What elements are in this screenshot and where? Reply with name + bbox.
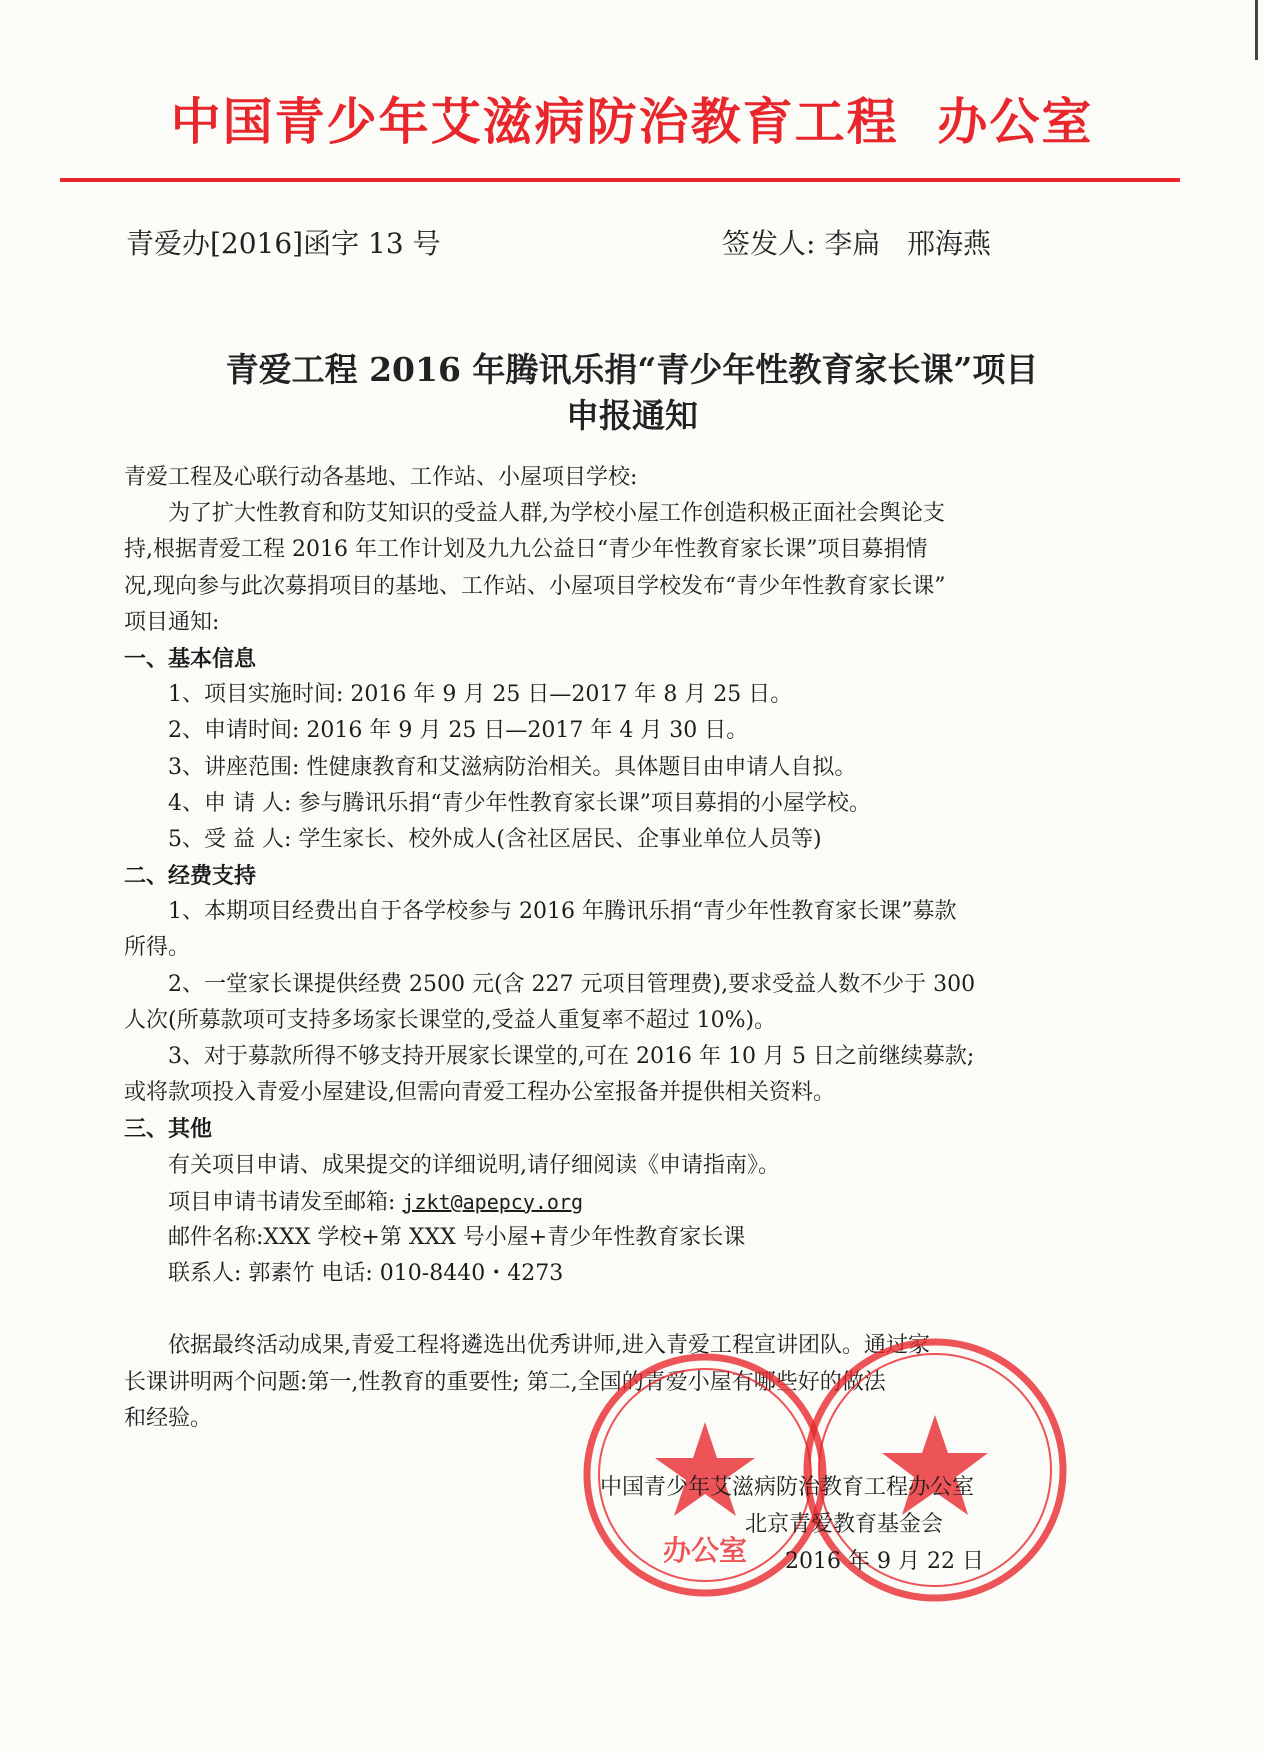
issuer-line: 签发人: 李扁 邢海燕: [722, 227, 992, 260]
basic-info-item: 3、讲座范围: 性健康教育和艾滋病防治相关。具体题目由申请人自拟。: [168, 754, 857, 780]
funding-item: 1、本期项目经费出自于各学校参与 2016 年腾讯乐捐“青少年性教育家长课”募款: [168, 899, 957, 925]
scan-edge-mark: [1255, 0, 1258, 60]
funding-item-continued: 人次(所募款项可支持多场家长课堂的,受益人重复率不超过 10%)。: [124, 1007, 777, 1033]
basic-info-item: 2、申请时间: 2016 年 9 月 25 日—2017 年 4 月 30 日。: [168, 718, 749, 744]
section-heading-basic-info: 一、基本信息: [124, 645, 257, 672]
stamp1-inner-text: 办公室: [662, 1534, 748, 1567]
email-label: 项目申请书请发至邮箱:: [168, 1189, 403, 1215]
intro-line: 况,现向参与此次募捐项目的基地、工作站、小屋项目学校发布“青少年性教育家长课”: [124, 573, 946, 599]
contact-line: 联系人: 郭素竹 电话: 010-8440・4273: [168, 1261, 564, 1287]
notice-title-line2: 申报通知: [566, 396, 698, 435]
section-heading-other: 三、其他: [124, 1116, 213, 1143]
document-number: 青爱办[2016]函字 13 号: [126, 227, 441, 260]
mail-subject: 邮件名称:XXX 学校+第 XXX 号小屋+青少年性教育家长课: [168, 1224, 746, 1250]
letterhead-red-rule: [60, 178, 1180, 182]
notice-title-line1: 青爱工程 2016 年腾讯乐捐“青少年性教育家长课”项目: [225, 350, 1039, 389]
salutation: 青爱工程及心联行动各基地、工作站、小屋项目学校:: [124, 465, 638, 490]
letterhead-title: 中国青少年艾滋病防治教育工程 办公室: [170, 92, 1094, 151]
closing-line: 和经验。: [124, 1405, 213, 1431]
section-heading-funding: 二、经费支持: [124, 863, 257, 890]
signature-date: 2016 年 9 月 22 日: [785, 1549, 984, 1574]
signature-org1: 中国青少年艾滋病防治教育工程办公室: [600, 1475, 975, 1500]
intro-line: 持,根据青爱工程 2016 年工作计划及九九公益日“青少年性教育家长课”项目募捐情: [124, 537, 928, 563]
intro-line: 项目通知:: [124, 609, 220, 635]
notice-body: [124, 460, 1064, 1437]
intro-line: 为了扩大性教育和防艾知识的受益人群,为学校小屋工作创造积极正面社会舆论支: [168, 501, 945, 527]
closing-line: 长课讲明两个问题:第一,性教育的重要性; 第二,全国的青爱小屋有哪些好的做法: [124, 1369, 886, 1395]
guide-note: 有关项目申请、成果提交的详细说明,请仔细阅读《申请指南》。: [168, 1152, 780, 1178]
funding-item-continued: 所得。: [124, 935, 191, 961]
paragraph-gap: [124, 1292, 1064, 1328]
funding-item-continued: 或将款项投入青爱小屋建设,但需向青爱工程办公室报备并提供相关资料。: [124, 1080, 835, 1106]
funding-item: 2、一堂家长课提供经费 2500 元(含 227 元项目管理费),要求受益人数不少于 300: [168, 971, 976, 997]
basic-info-item: 4、申 请 人: 参与腾讯乐捐“青少年性教育家长课”项目募捐的小屋学校。: [168, 790, 871, 816]
email-line: [124, 1184, 1064, 1220]
closing-line: 依据最终活动成果,青爱工程将遴选出优秀讲师,进入青爱工程宣讲团队。通过家: [168, 1333, 930, 1359]
basic-info-item: 5、受 益 人: 学生家长、校外成人(含社区居民、企事业单位人员等): [168, 826, 822, 852]
funding-item: 3、对于募款所得不够支持开展家长课堂的,可在 2016 年 10 月 5 日之前继续募款;: [168, 1044, 975, 1069]
signature-org2: 北京青爱教育基金会: [745, 1512, 944, 1537]
basic-info-item: 1、项目实施时间: 2016 年 9 月 25 日—2017 年 8 月 25 日。: [168, 682, 793, 708]
email-link[interactable]: jzkt@apepcy.org: [402, 1189, 584, 1214]
